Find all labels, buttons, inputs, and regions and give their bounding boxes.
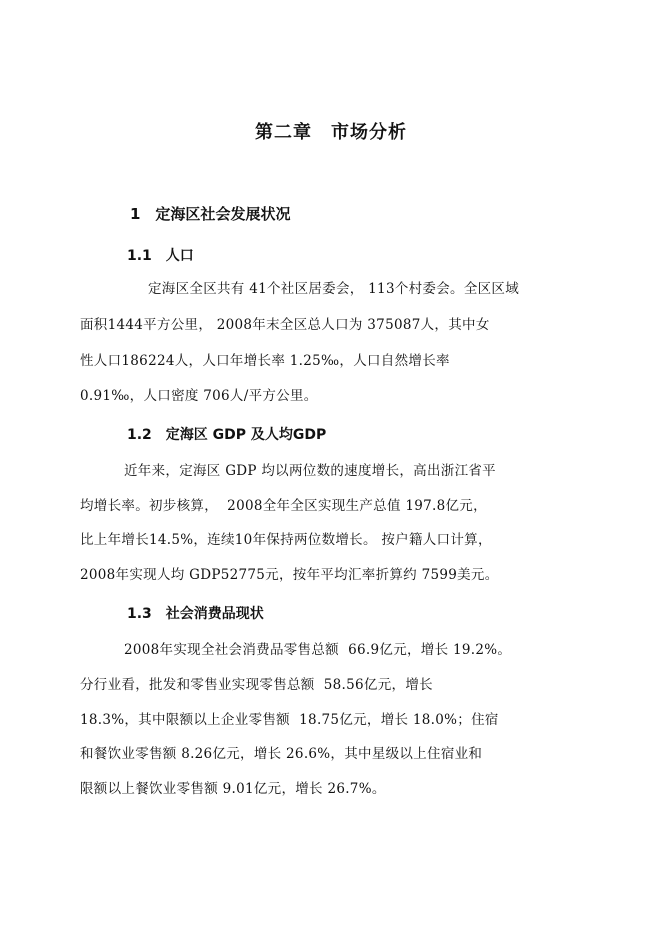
paragraph-line: 和餐饮业零售额 8.26亿元，增长 26.6%，其中星级以上住宿业和 (80, 746, 483, 762)
subsection-heading-population: 1.1 人口 (127, 248, 194, 264)
paragraph-line: 18.3%，其中限额以上企业零售额 18.75亿元，增长 18.0%；住宿 (80, 712, 499, 728)
paragraph-line: 近年来，定海区 GDP 均以两位数的速度增长，高出浙江省平 (124, 463, 496, 479)
paragraph-line: 2008年实现全社会消费品零售总额 66.9亿元，增长 19.2%。 (124, 642, 512, 658)
subsection-heading-gdp: 1.2 定海区 GDP 及人均GDP (127, 427, 327, 443)
paragraph-line: 比上年增长14.5%，连续10年保持两位数增长。 按户籍人口计算， (80, 532, 492, 548)
paragraph-line: 分行业看，批发和零售业实现零售总额 58.56亿元，增长 (80, 677, 433, 693)
paragraph-line: 2008年实现人均 GDP52775元，按年平均汇率折算约 7599美元。 (80, 567, 499, 583)
section-heading: 1 定海区社会发展状况 (130, 205, 291, 223)
paragraph-line: 0.91‰，人口密度 706人/平方公里。 (80, 388, 318, 404)
paragraph-line: 面积1444平方公里， 2008年末全区总人口为 375087人，其中女 (80, 317, 490, 333)
paragraph-line: 定海区全区共有 41个社区居委会， 113个村委会。全区区域 (148, 281, 520, 297)
paragraph-line: 均增长率。初步核算， 2008全年全区实现生产总值 197.8亿元， (80, 498, 487, 514)
subsection-heading-consumption: 1.3 社会消费品现状 (127, 606, 264, 622)
paragraph-line: 限额以上餐饮业零售额 9.01亿元，增长 26.7%。 (80, 781, 386, 797)
chapter-title: 第二章 市场分析 (255, 122, 407, 143)
paragraph-line: 性人口186224人，人口年增长率 1.25‰，人口自然增长率 (80, 353, 450, 369)
